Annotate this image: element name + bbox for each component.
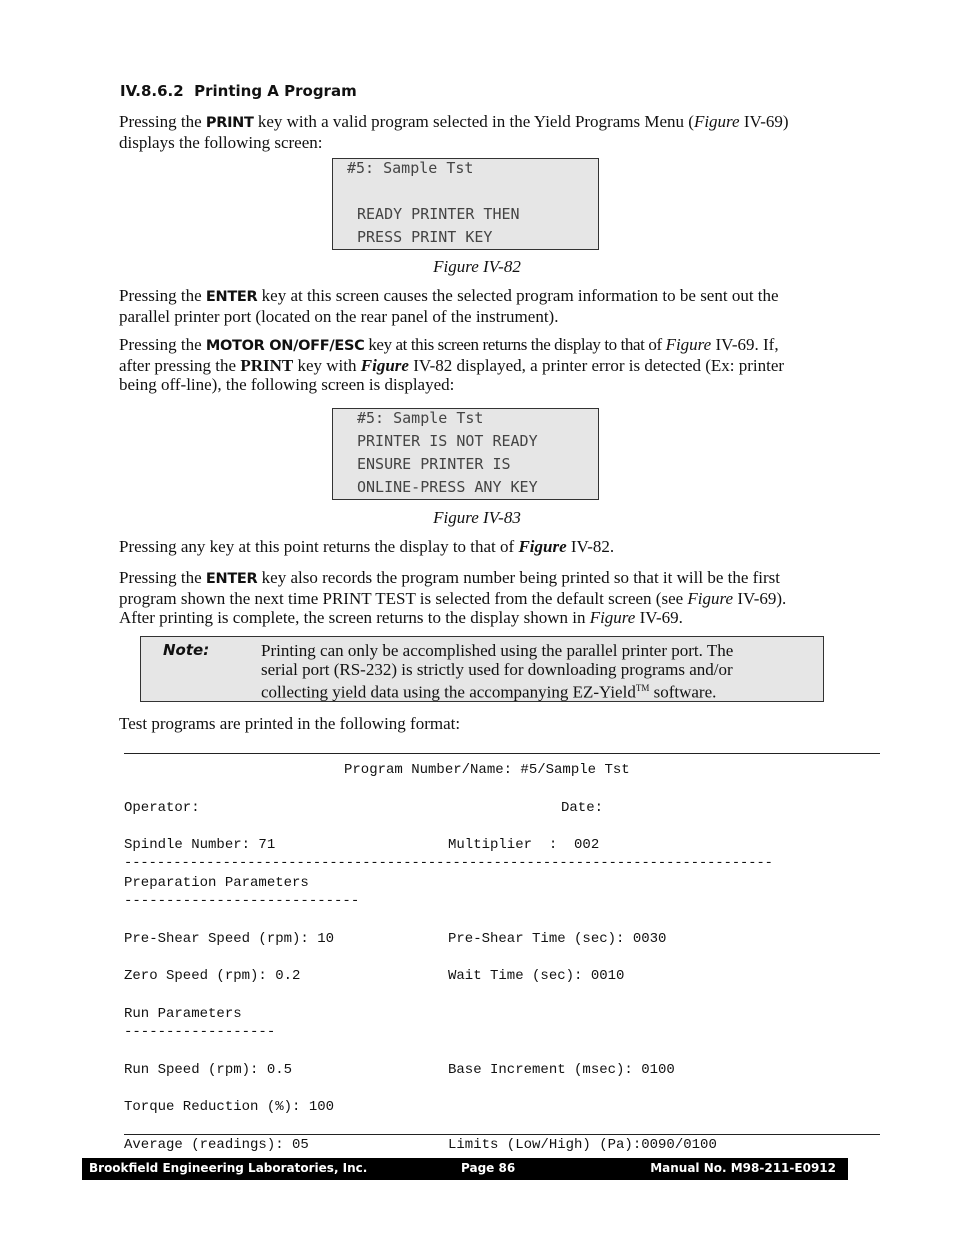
printout-run-speed: Run Speed (rpm): 0.5 [124,1062,293,1078]
printout-operator: Operator: [124,800,200,816]
paragraph-motor-esc: Pressing the MOTOR ON/OFF/ESC key at this screen returns the display to that of Figure IV-69. If, after pressing the PRINT key with Figure IV-82 displayed, a printer error is detected (Ex: printer being off-line), the following screen is displayed: [119,335,785,394]
lcd-line: PRESS PRINT KEY [357,228,493,246]
section-heading [120,82,357,100]
printout-run-header: Run Parameters [124,1006,242,1022]
paragraph-any-key: Pressing any key at this point returns the display to that of Figure IV-82. [119,537,615,556]
printout-title: Program Number/Name: #5/Sample Tst [344,762,630,778]
printout-multiplier: Multiplier : 002 [448,837,600,853]
printout-date: Date: [561,800,604,816]
printout-wait-time: Wait Time (sec): 0010 [448,968,625,984]
printout-base-increment: Base Increment (msec): 0100 [448,1062,675,1078]
key-enter: ENTER [205,289,258,305]
paragraph-enter-key: Pressing the ENTER key at this screen causes the selected program information to be sent out the parallel printer port (located on the rear panel of the instrument). [119,286,779,326]
footer-page-number: Page 86 [461,1161,516,1175]
printout-run-underline: ------------------ [124,1024,276,1040]
page-footer [82,1158,848,1180]
lcd-line: PRINTER IS NOT READY [357,432,538,450]
lcd-screen-printer-not-ready [332,408,599,500]
paragraph-format-intro: Test programs are printed in the following format: [119,714,461,733]
printout-prep-header: Preparation Parameters [124,875,309,891]
printout-spindle: Spindle Number: 71 [124,837,276,853]
footer-company: Brookfield Engineering Laboratories, Inc. [89,1161,368,1175]
note-box [140,636,824,702]
key-motor-esc: MOTOR ON/OFF/ESC [205,338,365,354]
note-text: Printing can only be accomplished using the parallel printer port. The serial port (RS-232) is strictly used for downloading programs and/or collecting yield data using the accompanying EZ-Yield™ software. [261,641,734,702]
printout-average: Average (readings): 05 [124,1137,309,1153]
printout-prep-underline: ---------------------------- [124,893,360,909]
key-print: PRINT [205,115,254,131]
printout-torque-reduction: Torque Reduction (%): 100 [124,1099,335,1115]
printout-divider: ------------------------------------------------------------------------------- [124,856,773,871]
paragraph-enter-records: Pressing the ENTER key also records the program number being printed so that it will be the first program shown the next time PRINT TEST is selected from the default screen (see Figure IV-69). After printing is complete, the screen returns to the display shown in Figure IV-69. [119,568,787,627]
printout-top-rule [124,753,880,754]
printout-limits: Limits (Low/High) (Pa):0090/0100 [448,1137,717,1153]
lcd-line: READY PRINTER THEN [357,205,520,223]
section-title: Printing A Program [194,82,357,100]
lcd-line: #5: Sample Tst [357,409,484,427]
printout-zero-speed: Zero Speed (rpm): 0.2 [124,968,301,984]
figure-caption-83: Figure IV-83 [433,508,521,527]
printout-preshear-time: Pre-Shear Time (sec): 0030 [448,931,667,947]
key-enter: ENTER [205,571,258,587]
note-label: Note: [163,641,210,659]
footer-manual-number: Manual No. M98-211-E0912 [650,1161,836,1175]
section-number: IV.8.6.2 [120,82,184,100]
printout-preshear-speed: Pre-Shear Speed (rpm): 10 [124,931,335,947]
lcd-line: ONLINE-PRESS ANY KEY [357,478,538,496]
lcd-line: ENSURE PRINTER IS [357,455,511,473]
paragraph-print-intro: Pressing the PRINT key with a valid program selected in the Yield Programs Menu (Figure IV-69) displays the following screen: [119,112,789,152]
lcd-line: #5: Sample Tst [347,159,474,177]
printout-bottom-rule [124,1134,880,1135]
figure-caption-82: Figure IV-82 [433,257,521,276]
lcd-screen-ready-printer [332,158,599,250]
